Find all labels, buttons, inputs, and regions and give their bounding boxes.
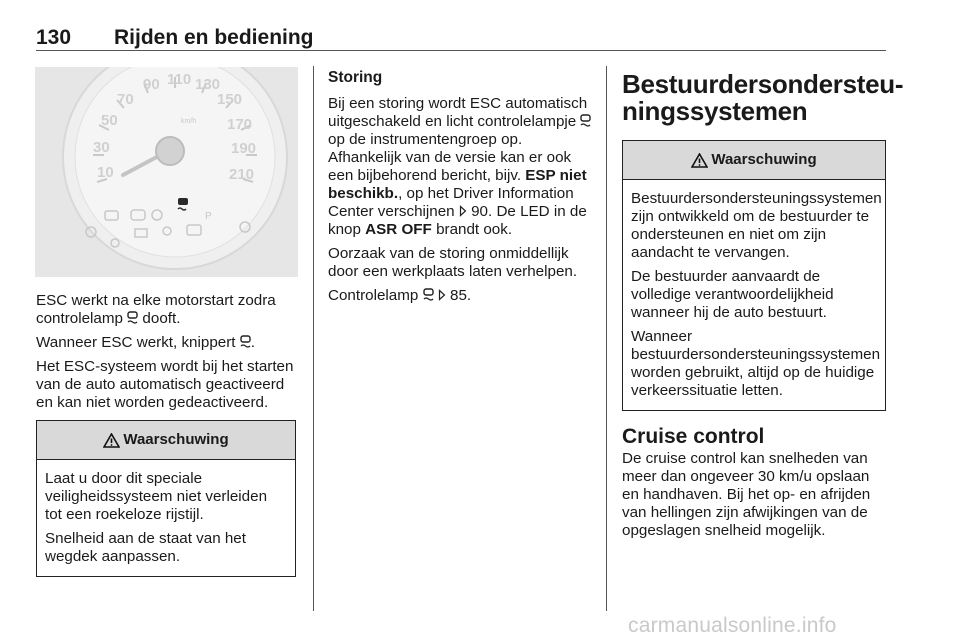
paragraph: De cruise control kan snelheden van meer dan ongeveer 30 km/u opslaan en handhaven. Bij het op- en afrijden van hellingen zijn afwijkingen van de opgeslagen snelheid mogelijk.: [622, 450, 871, 539]
warning-title-text: Waarschuwing: [711, 151, 817, 168]
gauge-unit: km/h: [181, 118, 197, 125]
warning-triangle-icon: [691, 153, 708, 168]
warning-body: [623, 180, 885, 410]
page-reference[interactable]: 90.: [471, 203, 493, 220]
paragraph: [36, 292, 304, 328]
gauge-label: 30: [93, 139, 110, 156]
paragraph: Snelheid aan de staat van het wegdek aanpassen.: [45, 530, 246, 565]
gauge-label: 90: [143, 76, 160, 93]
column-divider: [606, 66, 607, 611]
page-title: Rijden en bediening: [114, 26, 314, 49]
gauge-label: 110: [167, 71, 192, 88]
bold-term: ASR OFF: [365, 221, 432, 238]
speedometer-illustration: [35, 67, 298, 277]
text-span: Controlelamp: [328, 287, 419, 304]
gauge-label: 170: [227, 116, 253, 133]
warning-title: [623, 141, 885, 180]
column-middle: [328, 69, 592, 311]
esc-icon: [580, 114, 591, 127]
text-span: Wanneer ESC werkt, knippert: [36, 334, 236, 351]
page-reference-icon: [438, 289, 446, 301]
paragraph: Laat u door dit speciale veiligheidssysteem niet verleiden tot een roekeloze rijstijl.: [45, 470, 268, 523]
page-reference-icon: [459, 205, 467, 217]
column-right: [622, 69, 904, 546]
text-span: , op het Driver Information Center verschijnen: [328, 185, 574, 220]
paragraph: [36, 334, 304, 352]
esc-icon: [127, 311, 138, 324]
column-left: [36, 292, 304, 577]
gauge-label: 190: [231, 140, 257, 157]
text-span: ESC werkt na elke motorstart zodra controlelamp: [36, 292, 276, 327]
section-heading: Storing: [328, 69, 383, 86]
gauge-label: 10: [97, 164, 114, 181]
page-number: 130: [36, 26, 72, 49]
warning-body: [37, 460, 295, 576]
gauge-label: 70: [117, 91, 134, 108]
esc-icon: [240, 335, 251, 348]
page-header: [36, 26, 886, 52]
warning-title-text: Waarschuwing: [123, 431, 229, 448]
warning-title: [37, 421, 295, 460]
speedometer-figure: [35, 67, 298, 277]
paragraph: [328, 287, 592, 305]
warning-triangle-icon: [103, 433, 120, 448]
esc-icon: [423, 288, 434, 301]
text-span: dooft.: [142, 310, 181, 327]
paragraph: Het ESC-systeem wordt bij het starten van de auto automatisch geactiveerd en kan niet worden gedeactiveerd.: [36, 358, 294, 411]
warning-box: [622, 140, 886, 411]
chapter-heading: Bestuurdersondersteu- ningssystemen: [622, 69, 904, 126]
text-span: op de instrumentengroep op. Afhankelijk van de versie kan er ook een bijbehorend bericht, bijv.: [328, 131, 572, 184]
text-span: .: [250, 334, 255, 351]
column-divider: [313, 66, 314, 611]
header-rule: [36, 50, 886, 51]
section-heading: Cruise control: [622, 425, 765, 448]
warning-box: [36, 420, 296, 577]
watermark: carmanualsonline.info: [628, 614, 837, 637]
text-span: De LED in de knop: [328, 203, 587, 238]
gauge-label: 50: [101, 112, 118, 129]
text-span: brandt ook.: [436, 221, 513, 238]
page-reference[interactable]: 85.: [450, 287, 472, 304]
bold-term: ESP niet beschikb.: [328, 167, 587, 202]
gauge-label: 210: [229, 166, 255, 183]
paragraph: Oorzaak van de storing onmiddellijk door een werkplaats laten verhelpen.: [328, 245, 578, 280]
paragraph: De bestuurder aanvaardt de volledige verantwoordelijkheid wanneer hij de auto bestuurt.: [631, 268, 834, 321]
paragraph: Bestuurdersondersteuningssystemen zijn ontwikkeld om de bestuurder te ondersteunen en niet om zijn aandacht te vervangen.: [631, 190, 882, 261]
paragraph: [328, 95, 592, 239]
gauge-label: 130: [195, 76, 221, 93]
paragraph: Wanneer bestuurdersondersteuningssystemen worden gebruikt, altijd op de huidige verkeerssituatie letten.: [631, 328, 881, 399]
text-span: Bij een storing wordt ESC automatisch uitgeschakeld en licht controlelampje: [328, 95, 588, 130]
gauge-label: 150: [217, 91, 243, 108]
svg-text:P: P: [205, 211, 212, 222]
